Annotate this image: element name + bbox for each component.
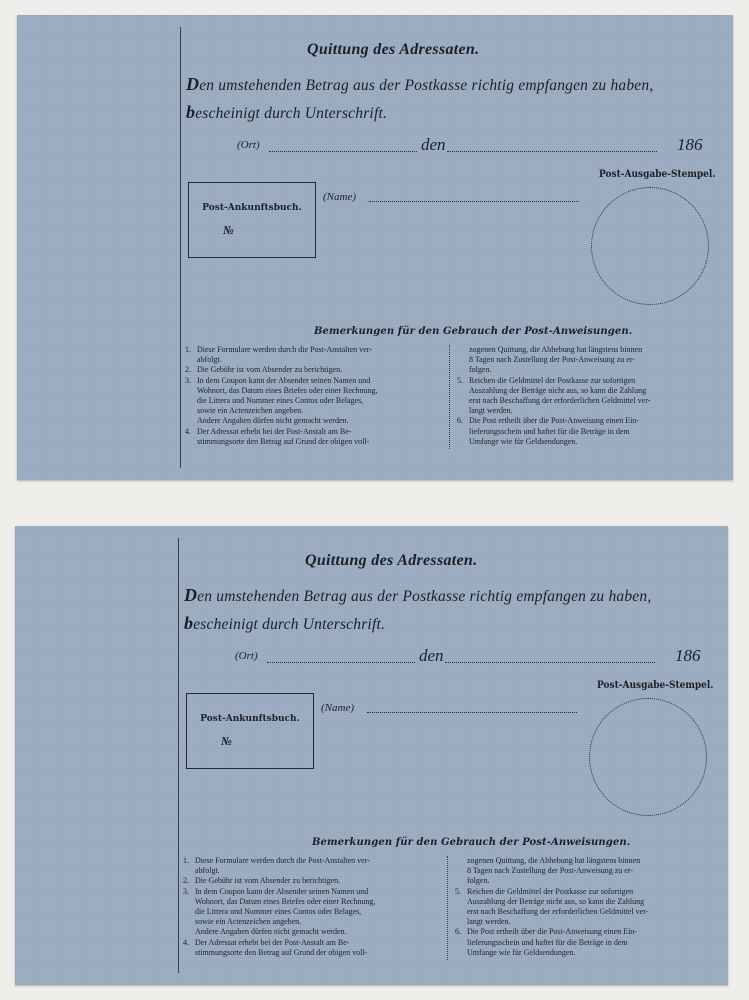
- name-label: (Name): [321, 702, 354, 714]
- remark-text: Diese Formulare werden durch die Post-Anstalten ver-: [195, 856, 370, 865]
- remark-text: stimmungsorte den Betrag auf Grund der obigen voll-: [197, 436, 370, 446]
- declaration-text: [184, 582, 724, 638]
- remark-text: 8 Tagen nach Zustellung der Post-Anweisung zu er-: [469, 355, 635, 365]
- remark-text: zogenen Quittung, die Abhebung hat längstens binnen: [469, 345, 643, 354]
- remark-line: [185, 376, 443, 386]
- remark-line: [457, 365, 715, 375]
- remark-number: 1.: [183, 856, 189, 865]
- remark-text: In dem Coupon kann der Absender seinen Namen und: [197, 375, 371, 385]
- remark-line: [185, 345, 443, 355]
- remark-line: [183, 948, 441, 958]
- remark-text: Der Adressat erhebt bei der Post-Anstalt am Be-: [197, 426, 352, 436]
- date-field[interactable]: [447, 151, 657, 152]
- remark-line: [455, 907, 713, 917]
- remark-line: [185, 396, 443, 406]
- remark-number: 5.: [455, 886, 461, 896]
- remark-text: Auszahlung der Beträge nicht aus, so kann die Zahlung: [469, 385, 647, 395]
- stamp-circle: [591, 187, 709, 305]
- remark-text: die Littera und Nummer eines Contos oder Belages,: [195, 907, 362, 917]
- name-signature-field[interactable]: [367, 712, 577, 713]
- remark-line: [455, 927, 713, 937]
- year-label: 186: [677, 135, 703, 154]
- form-title: Quittung des Adressaten.: [305, 552, 478, 569]
- name-label: (Name): [323, 191, 356, 203]
- remark-text: Die Post ertheilt über die Post-Anweisung einen Ein-: [469, 416, 639, 426]
- place-date-row: [237, 135, 712, 155]
- arrival-book-box: [186, 693, 314, 769]
- declaration-line-1: Den umstehenden Betrag aus der Postkasse richtig empfangen zu haben,: [184, 585, 652, 605]
- remark-line: [457, 376, 715, 386]
- remark-number: 6.: [457, 416, 463, 426]
- remark-text: zogenen Quittung, die Abhebung hat längstens binnen: [467, 856, 641, 865]
- remark-line: [457, 345, 715, 355]
- remark-text: Umfange wie für Geldsendungen.: [467, 947, 576, 957]
- declaration-line-1: Den umstehenden Betrag aus der Postkasse richtig empfangen zu haben,: [186, 74, 654, 94]
- remark-line: [185, 427, 443, 437]
- date-label: den: [419, 646, 444, 665]
- remark-text: 8 Tagen nach Zustellung der Post-Anweisung zu er-: [467, 866, 633, 876]
- arrival-book-box: [188, 182, 316, 258]
- remark-text: stimmungsorte den Betrag auf Grund der obigen voll-: [195, 947, 368, 957]
- remark-line: [185, 406, 443, 416]
- remark-text: die Littera und Nummer eines Contos oder Belages,: [197, 396, 364, 406]
- remark-number: 4.: [183, 937, 189, 947]
- remark-line: [455, 897, 713, 907]
- declaration-text: [186, 71, 726, 127]
- remark-line: [455, 866, 713, 876]
- remark-text: Andere Angaben dürfen nicht gemacht werden.: [195, 927, 347, 937]
- remark-line: [183, 927, 441, 937]
- remark-number: 1.: [185, 345, 191, 354]
- remark-line: [183, 876, 441, 886]
- year-label: 186: [675, 646, 701, 665]
- remarks-divider: [447, 856, 448, 960]
- remark-text: Auszahlung der Beträge nicht aus, so kann die Zahlung: [467, 896, 645, 906]
- arrival-book-label: Post-Ankunftsbuch.: [202, 203, 302, 213]
- remark-line: [457, 437, 715, 447]
- remark-line: [185, 437, 443, 447]
- remark-line: [183, 897, 441, 907]
- remark-text: Wohnort, das Datum eines Briefes oder einer Rechnung,: [195, 896, 376, 906]
- place-label: (Ort): [235, 650, 258, 662]
- remark-line: [455, 938, 713, 948]
- remark-text: abfolgt.: [195, 866, 220, 876]
- remark-text: Die Post ertheilt über die Post-Anweisung einen Ein-: [467, 927, 637, 937]
- remark-line: [455, 887, 713, 897]
- remark-number: 6.: [455, 927, 461, 937]
- remark-number: 3.: [183, 886, 189, 896]
- remark-text: lieferungsschein und haftet für die Beträge in dem: [467, 937, 628, 947]
- fold-line: [178, 538, 179, 973]
- remark-line: [455, 876, 713, 886]
- remark-text: erst nach Beschaffung der erforderlichen Geldmittel ver-: [469, 396, 651, 406]
- remark-line: [457, 396, 715, 406]
- remark-text: Reichen die Geldmittel der Postkasse zur sofortigen: [467, 886, 634, 896]
- remark-text: langt werden.: [467, 917, 511, 927]
- remark-text: Der Adressat erhebt bei der Post-Anstalt am Be-: [195, 937, 350, 947]
- remark-number: 2.: [185, 365, 191, 375]
- remark-text: langt werden.: [469, 406, 513, 416]
- date-field[interactable]: [445, 662, 655, 663]
- remark-text: Umfange wie für Geldsendungen.: [469, 436, 578, 446]
- place-field[interactable]: [267, 662, 415, 663]
- remark-line: [457, 406, 715, 416]
- remark-text: folgen.: [469, 365, 492, 375]
- remark-number: 3.: [185, 375, 191, 385]
- declaration-line-2: bescheinigt durch Unterschrift.: [186, 102, 388, 122]
- remark-text: Reichen die Geldmittel der Postkasse zur sofortigen: [469, 375, 636, 385]
- remarks-divider: [449, 345, 450, 449]
- remark-number: 4.: [185, 426, 191, 436]
- remark-line: [185, 386, 443, 396]
- place-label: (Ort): [237, 139, 260, 151]
- remark-line: [183, 907, 441, 917]
- remark-line: [455, 856, 713, 866]
- remark-line: [185, 416, 443, 426]
- remark-line: [185, 365, 443, 375]
- remark-line: [183, 866, 441, 876]
- remark-text: Die Gebühr ist vom Absender zu berichtigen.: [197, 365, 343, 375]
- remarks-right-column: [455, 856, 713, 958]
- date-label: den: [421, 135, 446, 154]
- remarks-right-column: [457, 345, 715, 447]
- remark-line: [455, 948, 713, 958]
- remark-text: Andere Angaben dürfen nicht gemacht werden.: [197, 416, 349, 426]
- remark-line: [457, 386, 715, 396]
- remark-text: sowie ein Actenzeichen angeben.: [197, 406, 304, 416]
- stamp-label: Post-Ausgabe-Stempel.: [599, 169, 716, 180]
- remarks-left-column: [183, 856, 441, 958]
- remarks-title: Bemerkungen für den Gebrauch der Post-Anweisungen.: [312, 837, 631, 848]
- remark-text: abfolgt.: [197, 355, 222, 365]
- name-signature-field[interactable]: [369, 201, 579, 202]
- place-field[interactable]: [269, 151, 417, 152]
- remark-text: In dem Coupon kann der Absender seinen Namen und: [195, 886, 369, 896]
- arrival-book-label: Post-Ankunftsbuch.: [200, 714, 300, 724]
- arrival-book-number: №: [221, 734, 232, 748]
- remark-line: [457, 355, 715, 365]
- receipt-card: [15, 526, 728, 985]
- remark-text: lieferungsschein und haftet für die Beträge in dem: [469, 426, 630, 436]
- remark-number: 5.: [457, 375, 463, 385]
- remarks-left-column: [185, 345, 443, 447]
- form-title: Quittung des Adressaten.: [307, 41, 480, 58]
- remark-text: Diese Formulare werden durch die Post-Anstalten ver-: [197, 345, 372, 354]
- fold-line: [180, 27, 181, 468]
- remark-text: erst nach Beschaffung der erforderlichen Geldmittel ver-: [467, 907, 649, 917]
- remark-line: [185, 355, 443, 365]
- remark-text: sowie ein Actenzeichen angeben.: [195, 917, 302, 927]
- remark-line: [455, 917, 713, 927]
- remarks-title: Bemerkungen für den Gebrauch der Post-Anweisungen.: [314, 326, 633, 337]
- remark-line: [183, 917, 441, 927]
- stamp-circle: [589, 698, 707, 816]
- remark-text: Wohnort, das Datum eines Briefes oder einer Rechnung,: [197, 385, 378, 395]
- declaration-line-2: bescheinigt durch Unterschrift.: [184, 613, 386, 633]
- arrival-book-number: №: [223, 223, 234, 237]
- remark-text: Die Gebühr ist vom Absender zu berichtigen.: [195, 876, 341, 886]
- place-date-row: [235, 646, 710, 666]
- receipt-card: [17, 15, 733, 480]
- remark-line: [183, 887, 441, 897]
- stamp-label: Post-Ausgabe-Stempel.: [597, 680, 714, 691]
- remark-line: [183, 938, 441, 948]
- remark-line: [457, 416, 715, 426]
- remark-number: 2.: [183, 876, 189, 886]
- remark-line: [457, 427, 715, 437]
- remark-text: folgen.: [467, 876, 490, 886]
- remark-line: [183, 856, 441, 866]
